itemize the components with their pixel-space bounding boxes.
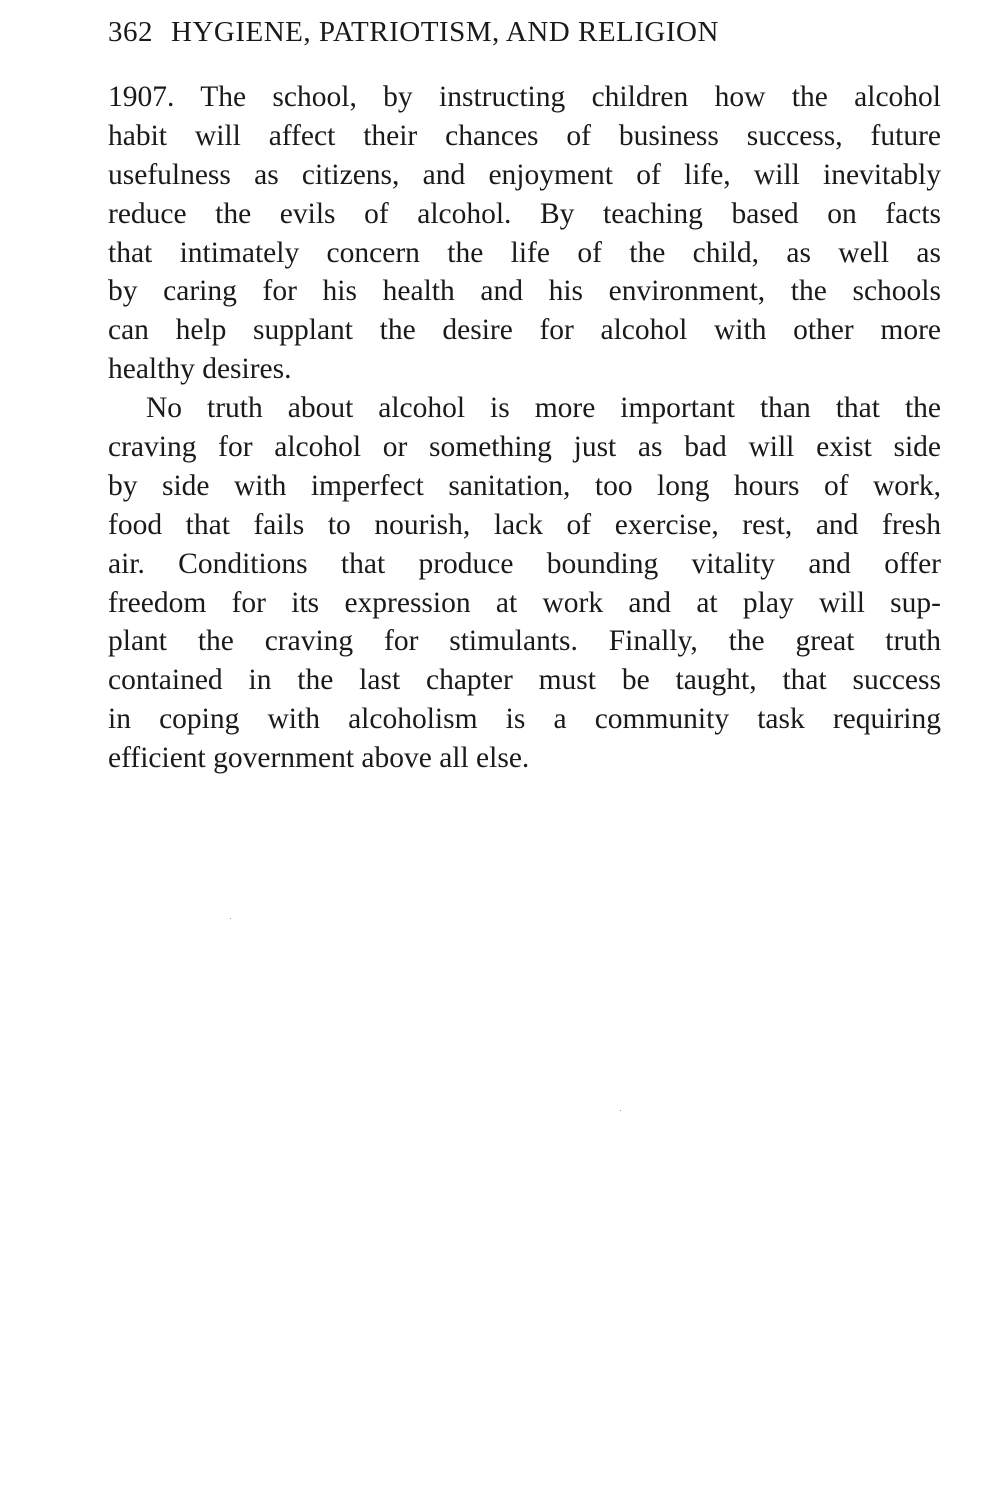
text-line: efficient government above all else. bbox=[108, 742, 530, 775]
text-line: reduce the evils of alcohol. By teaching based on facts bbox=[108, 197, 941, 230]
text-line: healthy desires. bbox=[108, 353, 292, 386]
running-title: HYGIENE, PATRIOTISM, AND RELIGION bbox=[171, 16, 719, 48]
paragraph bbox=[108, 389, 941, 778]
text-line: plant the craving for stimulants. Finally, the great truth bbox=[108, 625, 941, 658]
text-line: can help supplant the desire for alcohol with other more bbox=[108, 314, 941, 347]
text-line: food that fails to nourish, lack of exercise, rest, and fresh bbox=[108, 508, 941, 541]
text-line: that intimately concern the life of the child, as well as bbox=[108, 236, 941, 269]
text-line: No truth about alcohol is more important than that the bbox=[146, 392, 941, 425]
scan-speck bbox=[230, 918, 231, 919]
body-text bbox=[108, 78, 941, 778]
paragraph bbox=[108, 78, 941, 389]
text-line: habit will affect their chances of business success, future bbox=[108, 119, 941, 152]
text-line: craving for alcohol or something just as bad will exist side bbox=[108, 431, 941, 464]
text-line: air. Conditions that produce bounding vitality and offer bbox=[108, 547, 941, 580]
page-number: 362 bbox=[108, 16, 153, 48]
text-line: freedom for its expression at work and at play will sup- bbox=[108, 586, 941, 619]
running-header bbox=[108, 16, 719, 49]
text-line: usefulness as citizens, and enjoyment of life, will inevitably bbox=[108, 158, 941, 191]
text-line: by caring for his health and his environment, the schools bbox=[108, 275, 941, 308]
text-line: in coping with alcoholism is a community task requiring bbox=[108, 703, 941, 736]
text-line: 1907. The school, by instructing children how the alcohol bbox=[108, 81, 941, 113]
scan-speck bbox=[620, 1110, 621, 1111]
text-line: contained in the last chapter must be taught, that success bbox=[108, 664, 941, 697]
text-line: by side with imperfect sanitation, too long hours of work, bbox=[108, 469, 941, 502]
